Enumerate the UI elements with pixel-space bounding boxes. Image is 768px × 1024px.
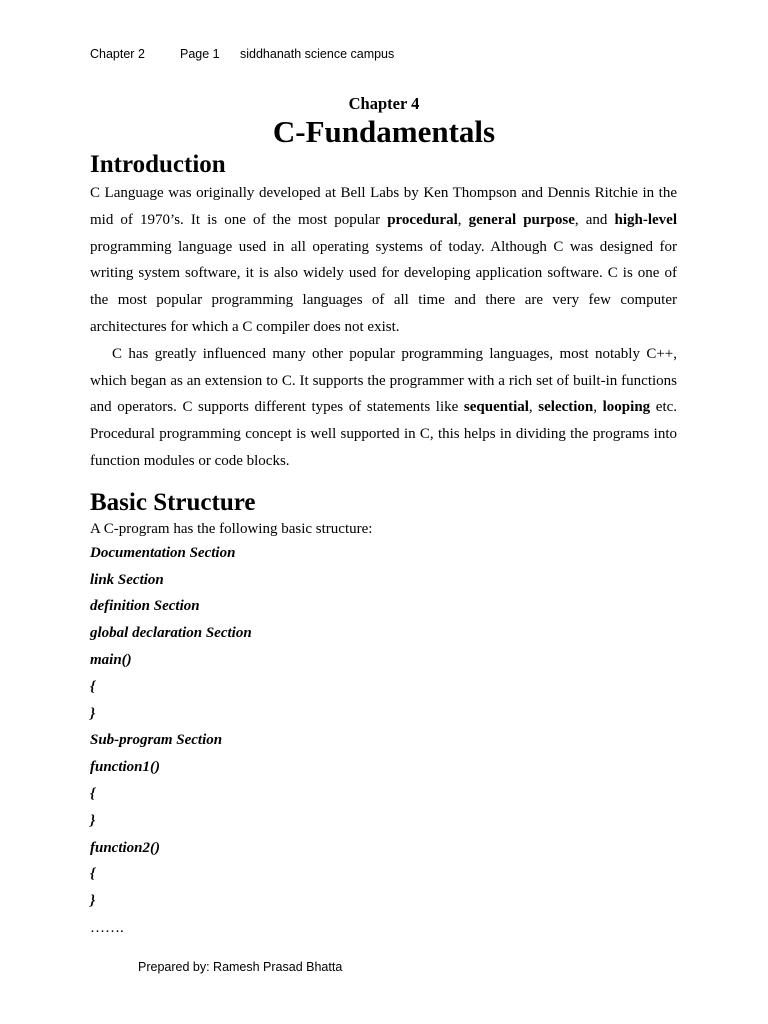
text-run: etc. Procedural programming concept is well supported in C, this helps in dividing the programs into function modules or code blocks.	[90, 399, 678, 469]
text-run: , and	[574, 211, 615, 228]
page-footer: Prepared by: Ramesh Prasad Bhatta	[138, 960, 343, 974]
chapter-label: Chapter 4	[348, 94, 420, 113]
text-run: programming language used in all operating systems of today. Although C was designed for writing system software, it is also widely used for developing application software. C is one of the most popular programming languages of all time and there are very few computer architectures for which a C compiler does not exist.	[90, 238, 677, 335]
text-run: ,	[457, 211, 469, 228]
basic-structure-intro: A C-program has the following basic structure:	[90, 520, 373, 537]
introduction-heading: Introduction	[90, 151, 226, 178]
structure-line: {	[90, 785, 96, 802]
header-chapter: Chapter 2	[90, 47, 145, 61]
text-run: C Language was originally developed at Bell Labs by Ken Thompson and Dennis Ritchie in the mid of 1970’s. It is one of the most popular	[90, 185, 677, 228]
structure-line: global declaration Section	[90, 625, 252, 642]
structure-line: Documentation Section	[90, 544, 236, 561]
structure-line: {	[90, 866, 96, 883]
bold-term-general-purpose: general purpose	[468, 211, 575, 228]
structure-line: link Section	[90, 571, 164, 588]
page-header	[90, 47, 394, 61]
structure-line: function1()	[90, 759, 161, 776]
document-body	[90, 150, 677, 942]
bold-term-sequential: sequential	[463, 399, 529, 416]
structure-line: }	[90, 705, 96, 722]
basic-structure-heading: Basic Structure	[90, 488, 256, 516]
structure-list	[90, 540, 677, 942]
bold-term-selection: selection	[538, 399, 594, 416]
structure-line: {	[90, 678, 96, 695]
ellipsis: …….	[90, 919, 124, 936]
introduction-paragraph-2	[90, 341, 677, 475]
bold-term-procedural: procedural	[387, 211, 458, 228]
structure-line: main()	[90, 651, 132, 668]
bold-term-high-level: high-level	[614, 211, 677, 228]
header-page-number: Page 1	[180, 47, 220, 61]
structure-line: function2()	[90, 839, 161, 856]
document-title: C-Fundamentals	[272, 114, 496, 149]
structure-line: }	[90, 893, 96, 910]
structure-line: Sub-program Section	[90, 732, 223, 749]
structure-line: definition Section	[90, 598, 200, 615]
text-run: ,	[528, 399, 539, 416]
text-run: ,	[593, 399, 603, 416]
structure-line: }	[90, 812, 96, 829]
text-run: C has greatly influenced many other popular programming languages, most notably C++, which began as an extension to C. It supports the programmer with a rich set of built-in functions and operators. C supports different types of statements like	[90, 345, 677, 416]
bold-term-looping: looping	[602, 399, 651, 416]
header-institution: siddhanath science campus	[240, 47, 395, 61]
introduction-paragraph-1	[90, 180, 677, 341]
